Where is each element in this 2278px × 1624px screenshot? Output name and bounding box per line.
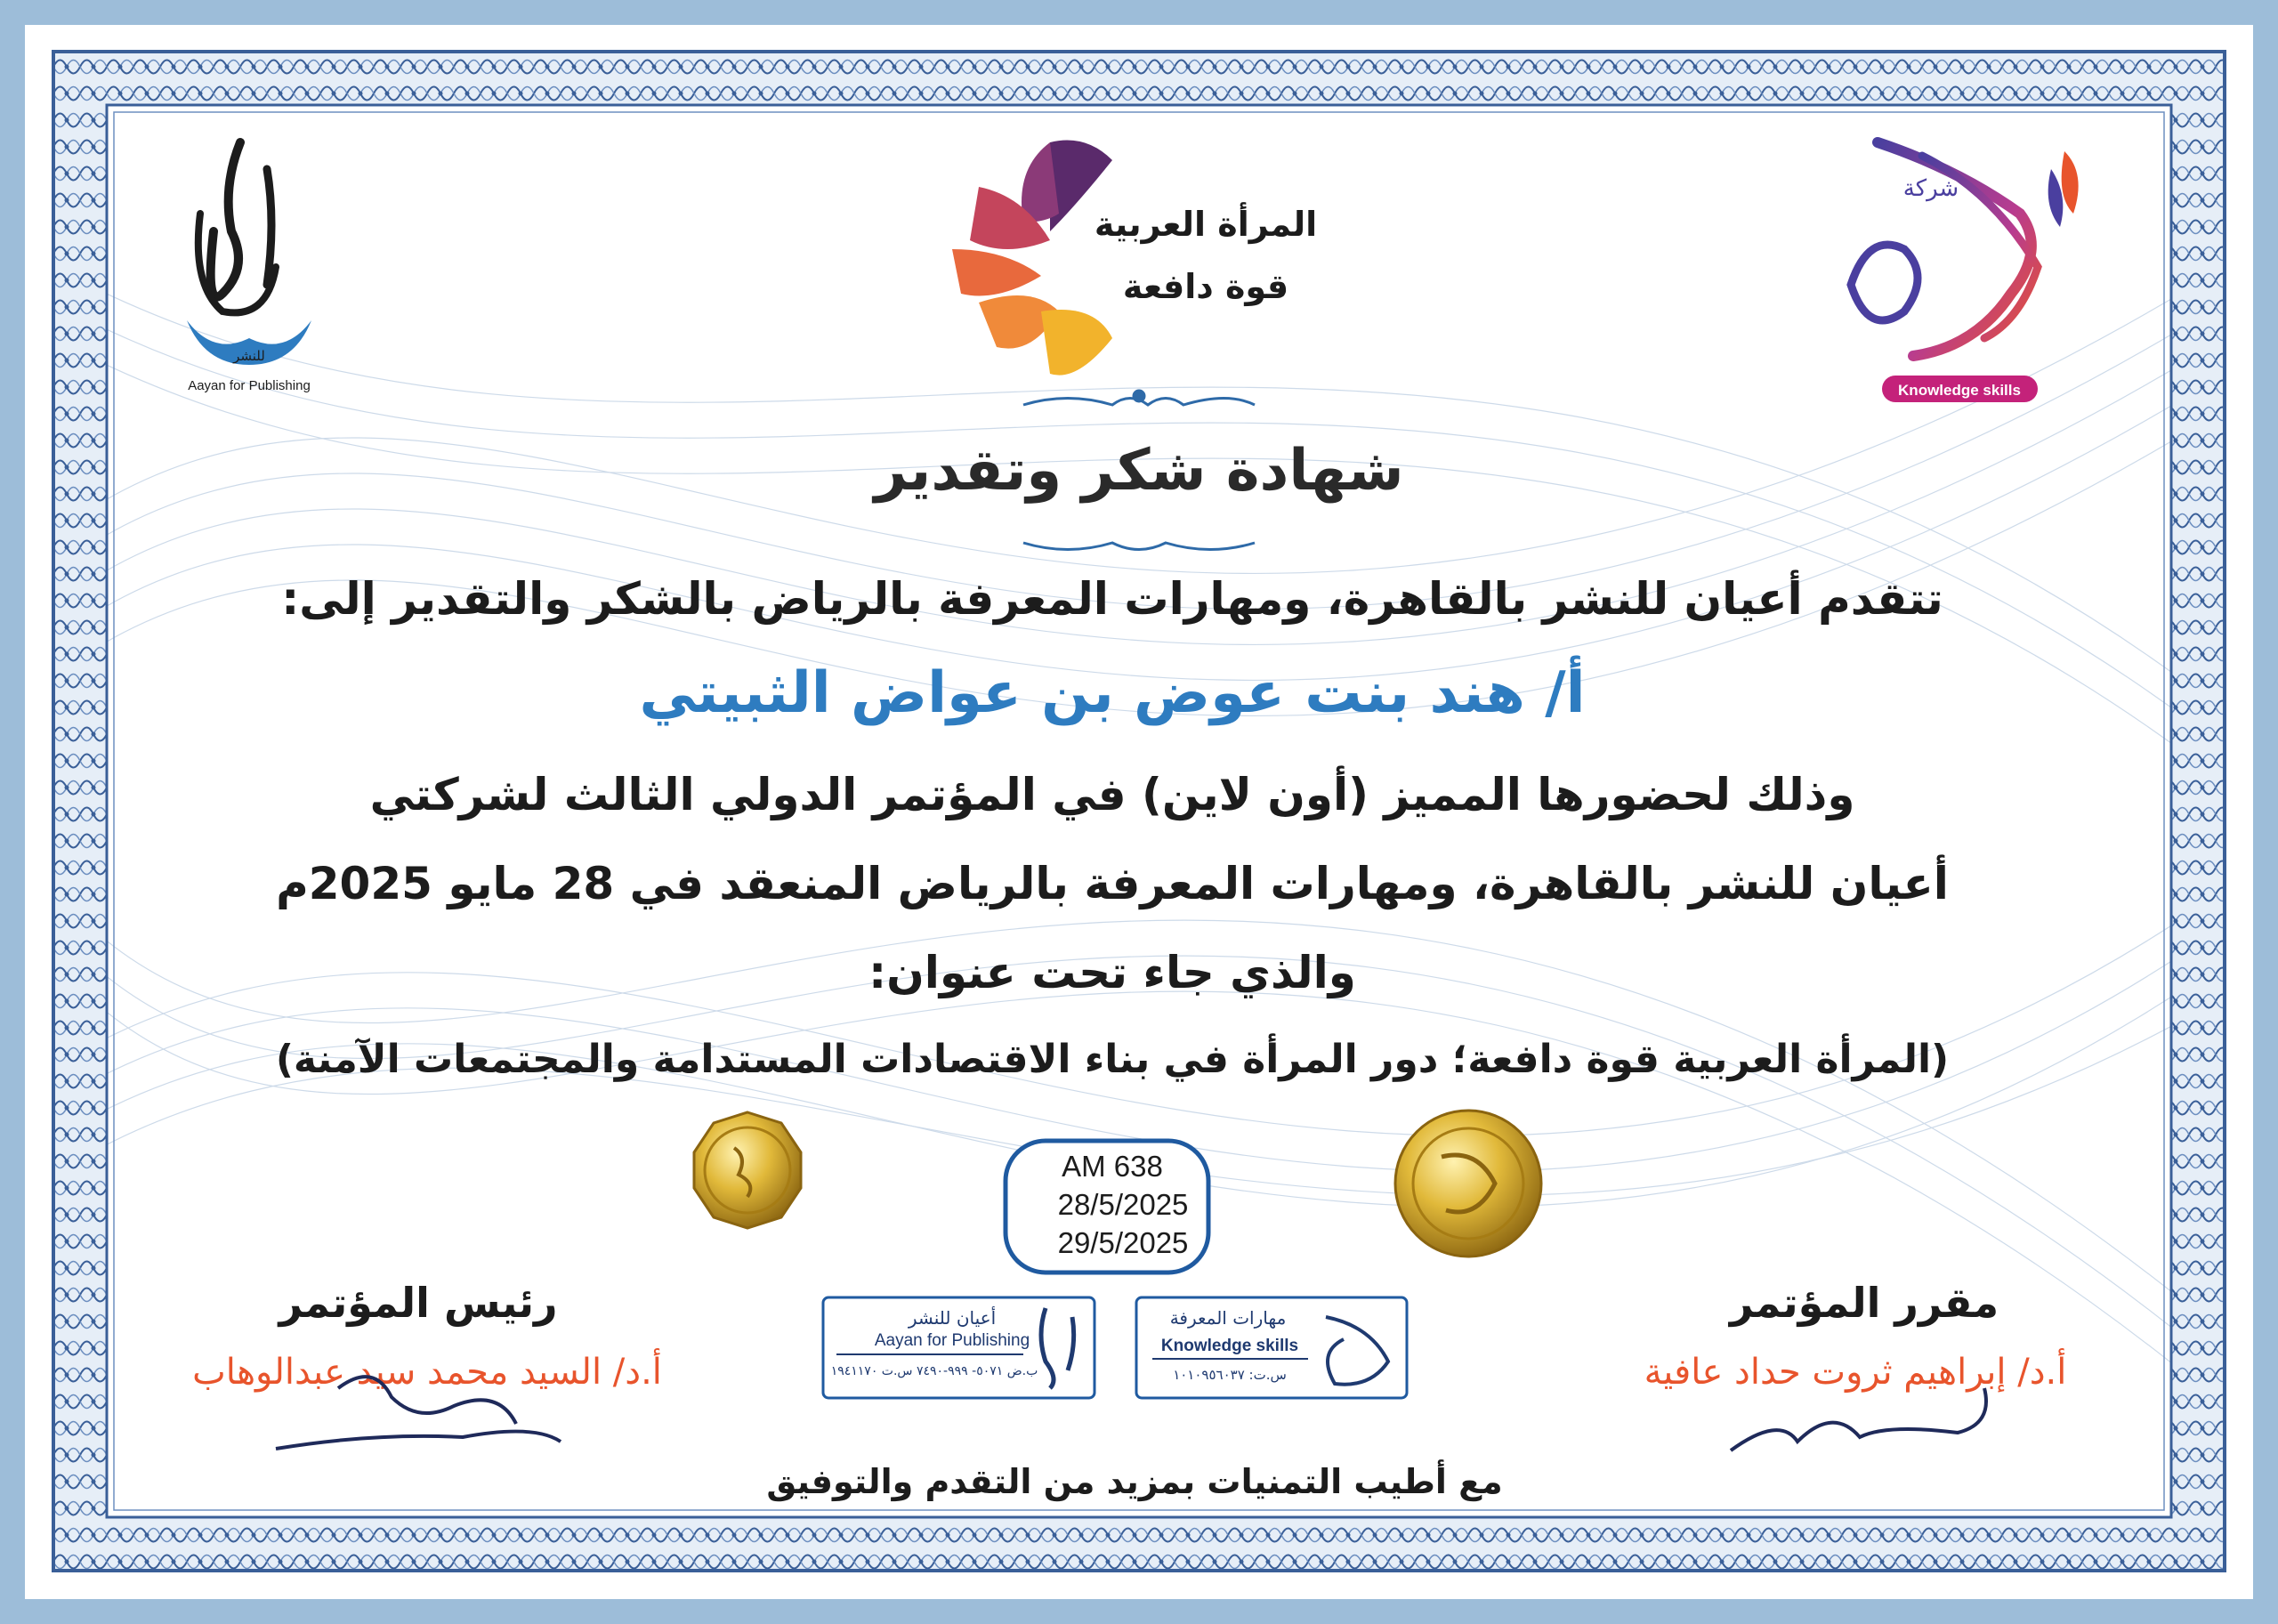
recipient-name: أ/ هند بنت عوض بن عواض الثبيتي — [639, 660, 1586, 726]
body-line-3: والذي جاء تحت عنوان: — [868, 947, 1356, 998]
closing-text: مع أطيب التمنيات بمزيد من التقدم والتوفيق — [766, 1462, 1503, 1501]
date-stamp — [1006, 1141, 1208, 1273]
signature-right-role: مقرر المؤتمر — [1729, 1279, 1999, 1327]
aayan-stamp-latin: Aayan for Publishing — [874, 1331, 1030, 1350]
gold-seal-right — [1395, 1111, 1541, 1256]
aayan-stamp-registration: ب.ض ٥٠٧١- ٩٩٩-٧٤٩٠ س.ت ١٩٤١١٧٠ — [830, 1364, 1038, 1378]
knowledge-badge-text: Knowledge skills — [1898, 382, 2021, 399]
conference-title: (المرأة العربية قوة دافعة؛ دور المرأة في بناء الاقتصادات المستدامة والمجتمعات الآمنة) — [275, 1037, 1950, 1082]
signature-left-role: رئيس المؤتمر — [279, 1279, 558, 1327]
stamp-code: AM 638 — [1062, 1150, 1163, 1183]
gold-seal-left — [694, 1112, 801, 1228]
certificate-title: شهادة شكر وتقدير — [874, 438, 1404, 504]
signature-left-name: أ.د/ السيد محمد سيد عبدالوهاب — [192, 1352, 662, 1393]
stamp-date-1: 28/5/2025 — [1057, 1188, 1189, 1221]
knowledge-stamp-arabic: مهارات المعرفة — [1169, 1307, 1287, 1329]
arab-women-logo-line1: المرأة العربية — [1094, 205, 1318, 244]
arab-women-logo-line2: قوة دافعة — [1122, 267, 1289, 306]
signature-right-name: أ.د/ إبراهيم ثروت حداد عافية — [1644, 1352, 2067, 1393]
aayan-logo-latin: Aayan for Publishing — [188, 378, 311, 393]
body-line-1: وذلك لحضورها المميز (أون لاين) في المؤتمر الدولي الثالث لشركتي — [369, 769, 1855, 820]
knowledge-stamp-latin: Knowledge skills — [1160, 1337, 1299, 1355]
aayan-company-stamp — [823, 1297, 1095, 1398]
knowledge-logo-arabic-small: شركة — [1902, 175, 1959, 202]
knowledge-company-stamp — [1136, 1297, 1407, 1398]
knowledge-stamp-registration: س.ت: ١٠١٠٩٥٦٠٣٧ — [1173, 1367, 1287, 1383]
aayan-logo-arabic-small: للنشر — [233, 348, 265, 364]
intro-text: تتقدم أعيان للنشر بالقاهرة، ومهارات المعرفة بالرياض بالشكر والتقدير إلى: — [281, 573, 1943, 625]
stamp-date-2: 29/5/2025 — [1057, 1226, 1189, 1259]
body-line-2: أعيان للنشر بالقاهرة، ومهارات المعرفة بالرياض المنعقد في 28 مايو 2025م — [276, 858, 1949, 909]
aayan-stamp-arabic: أعيان للنشر — [908, 1307, 997, 1329]
